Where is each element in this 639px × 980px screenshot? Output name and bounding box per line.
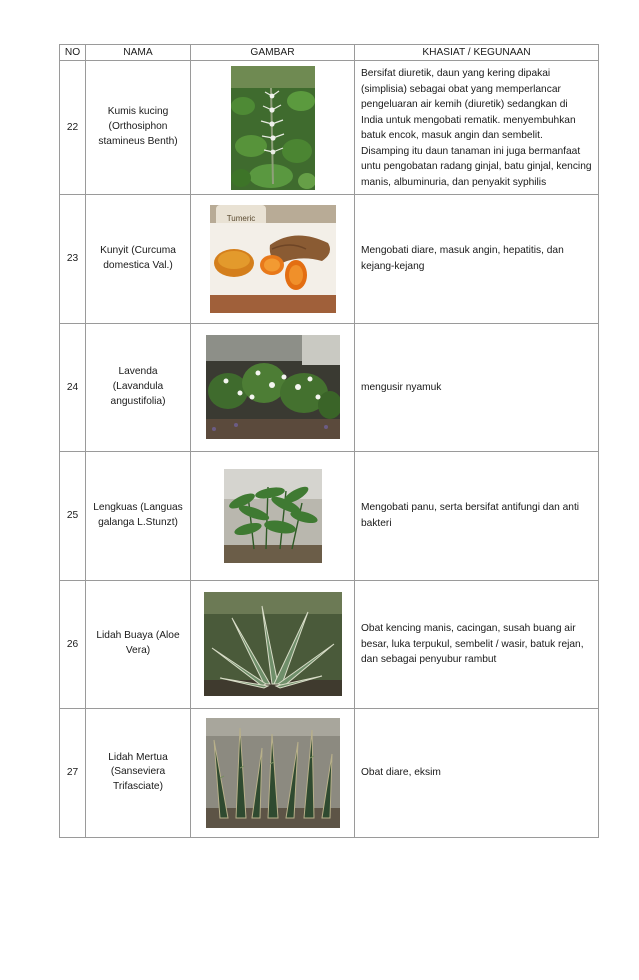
plant-benefit: mengusir nyamuk	[355, 323, 599, 452]
kumis-kucing-photo	[231, 66, 315, 190]
header-nama: NAMA	[86, 45, 191, 61]
plant-image-cell	[191, 452, 355, 581]
plant-benefit: Obat diare, eksim	[355, 709, 599, 838]
plant-name: Lidah Mertua (Sanseviera Trifasciate)	[86, 709, 191, 838]
header-gambar: GAMBAR	[191, 45, 355, 61]
lidah-buaya-photo	[204, 592, 342, 696]
plant-name: Kunyit (Curcuma domestica Val.)	[86, 195, 191, 324]
table-row	[60, 195, 599, 324]
plant-benefit: Mengobati diare, masuk angin, hepatitis, dan kejang-kejang	[355, 195, 599, 324]
table-row	[60, 61, 599, 195]
row-number: 23	[60, 195, 86, 324]
plant-name: Lidah Buaya (Aloe Vera)	[86, 580, 191, 709]
plant-image-cell	[191, 323, 355, 452]
plant-name: Lengkuas (Languas galanga L.Stunzt)	[86, 452, 191, 581]
lengkuas-photo	[224, 469, 322, 563]
lidah-mertua-photo	[206, 718, 340, 828]
plant-name: Lavenda (Lavandula angustifolia)	[86, 323, 191, 452]
row-number: 22	[60, 61, 86, 195]
plant-image-cell	[191, 709, 355, 838]
row-number: 25	[60, 452, 86, 581]
plant-table	[59, 44, 599, 838]
plant-benefit: Obat kencing manis, cacingan, susah buang air besar, luka terpukul, sembelit / wasir, batuk rejan, dan sebagai penyubur rambut	[355, 580, 599, 709]
plant-image-cell	[191, 61, 355, 195]
kunyit-photo	[210, 205, 336, 313]
table-row	[60, 580, 599, 709]
tumeric-jar-label: Tumeric	[226, 213, 255, 223]
plant-benefit: Bersifat diuretik, daun yang kering dipakai (simplisia) sebagai obat yang memperlancar pengeluaran air kemih (diuretik) sedangkan di India untuk mengobati rematik. menyembuhkan batuk encok, masuk angin dan sembelit. Disamping itu daun tanaman ini juga bermanfaat untu pengobatan radang ginjal, batu ginjal, kencing manis, albuminuria, dan penyakit syphilis	[355, 61, 599, 195]
table-row	[60, 323, 599, 452]
row-number: 27	[60, 709, 86, 838]
plant-image-cell	[191, 195, 355, 324]
lavenda-photo	[206, 335, 340, 439]
table-header-row	[60, 45, 599, 61]
plant-name: Kumis kucing (Orthosiphon stamineus Benth)	[86, 61, 191, 195]
table-row	[60, 452, 599, 581]
row-number: 24	[60, 323, 86, 452]
plant-benefit: Mengobati panu, serta bersifat antifungi dan anti bakteri	[355, 452, 599, 581]
plant-image-cell	[191, 580, 355, 709]
header-no: NO	[60, 45, 86, 61]
table-row	[60, 709, 599, 838]
row-number: 26	[60, 580, 86, 709]
header-khasiat: KHASIAT / KEGUNAAN	[355, 45, 599, 61]
